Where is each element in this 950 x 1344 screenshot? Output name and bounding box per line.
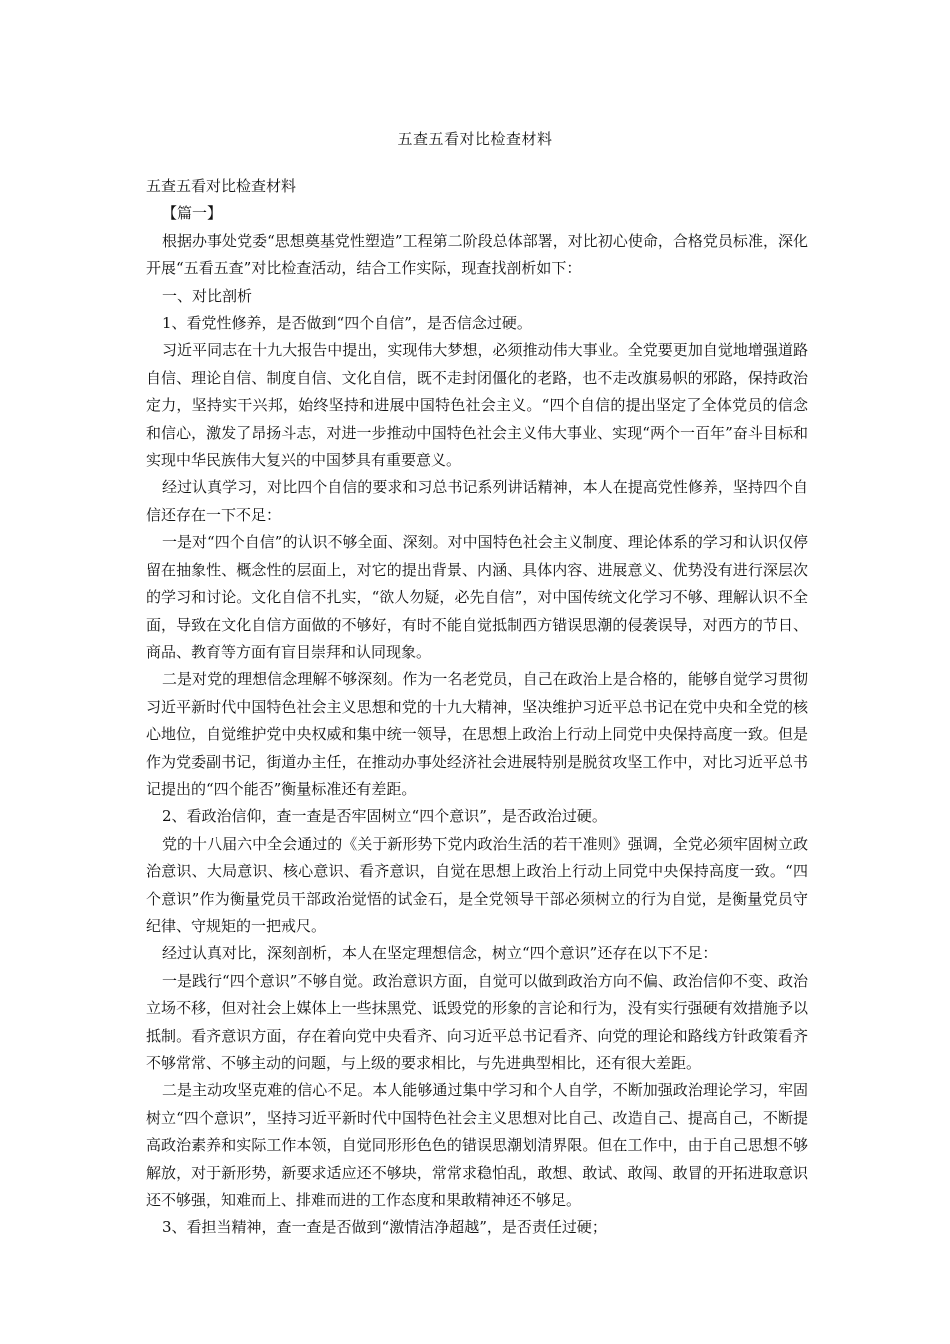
paragraph: 二是主动攻坚克难的信心不足。本人能够通过集中学习和个人自学，不断加强政治理论学习，牢固树立“四个意识”，坚持习近平新时代中国特色社会主义思想对比自己、改造自己、提高自己，不断提高政治素养和实际工作本领，自觉同形形色色的错误思潮划清界限。但在工作中，由于自己思想不够解放，对于新形势，新要求适应还不够块，常常求稳怕乱，敢想、敢试、敢闯、敢冒的开拓进取意识还不够强，知难而上、排难而进的工作态度和果敢精神还不够足。 xyxy=(146,1081,808,1210)
paragraph: 党的十八届六中全会通过的《关于新形势下党内政治生活的若干准则》强调，全党必须牢固树立政治意识、大局意识、核心意识、看齐意识，自觉在思想上政治上行动上同党中央保持高度一致。“四个意识”作为衡量党员干部政治觉悟的试金石，是全党领导干部必须树立的行为自觉，是衡量党员守纪律、守规矩的一把戒尺。 xyxy=(146,834,808,935)
paragraph: 一是对“四个自信”的认识不够全面、深刻。对中国特色社会主义制度、理论体系的学习和认识仅停留在抽象性、概念性的层面上，对它的提出背景、内涵、具体内容、进展意义、优势没有进行深层次的学习和讨论。文化自信不扎实，“欲人勿疑，必先自信”，对中国传统文化学习不够、理解认识不全面，导致在文化自信方面做的不够好，有时不能自觉抵制西方错误思潮的侵袭误导，对西方的节日、商品、教育等方面有盲目崇拜和认同现象。 xyxy=(146,533,808,661)
document-body xyxy=(146,173,808,1242)
item-heading: 2、看政治信仰，查一查是否牢固树立“四个意识”，是否政治过硬。 xyxy=(162,807,607,826)
paragraph: 一是践行“四个意识”不够自觉。政治意识方面，自觉可以做到政治方向不偏、政治信仰不变、政治立场不移，但对社会上媒体上一些抹黑党、诋毁党的形象的言论和行为，没有实行强硬有效措施予以抵制。看齐意识方面，存在着向党中央看齐、向习近平总书记看齐、向党的理论和路线方针政策看齐不够常常、不够主动的问题，与上级的要求相比，与先进典型相比，还有很大差距。 xyxy=(146,971,808,1072)
paragraph: 根据办事处党委“思想奠基党性塑造”工程第二阶段总体部署，对比初心使命，合格党员标准，深化开展“五看五查”对比检查活动，结合工作实际，现查找剖析如下： xyxy=(146,231,808,278)
paragraph: 经过认真学习，对比四个自信的要求和习总书记系列讲话精神，本人在提高党性修养，坚持四个自信还存在一下不足： xyxy=(146,478,808,524)
section-label: 【篇一】 xyxy=(162,204,223,223)
item-heading: 3、看担当精神，查一查是否做到“激情洁净超越”，是否责任过硬； xyxy=(162,1218,607,1237)
section-heading: 一、对比剖析 xyxy=(162,286,253,305)
document-title: 五查五看对比检查材料 xyxy=(397,130,553,148)
paragraph: 经过认真对比，深刻剖析，本人在坚定理想信念，树立“四个意识”还存在以下不足： xyxy=(162,944,718,963)
paragraph: 习近平同志在十九大报告中提出，实现伟大梦想，必须推动伟大事业。全党要更加自觉地增强道路自信、理论自信、制度自信、文化自信，既不走封闭僵化的老路，也不走改旗易帜的邪路，保持政治定力，坚持实干兴邦，始终坚持和进展中国特色社会主义。“四个自信的提出坚定了全体党员的信念和信心，激发了昂扬斗志，对进一步推动中国特色社会主义伟大事业、实现“两个一百年”奋斗目标和实现中华民族伟大复兴的中国梦具有重要意义。 xyxy=(146,341,808,470)
item-heading: 1、看党性修养，是否做到“四个自信”，是否信念过硬。 xyxy=(162,314,532,333)
document-subtitle: 五查五看对比检查材料 xyxy=(146,177,297,195)
paragraph: 二是对党的理想信念理解不够深刻。作为一名老党员，自己在政治上是合格的，能够自觉学习贯彻习近平新时代中国特色社会主义思想和党的十九大精神，坚决维护习近平总书记在党中央和全党的核心地位，自觉维护党中央权威和集中统一领导，在思想上政治上行动上同党中央保持高度一致。但是作为党委副书记，街道办主任，在推动办事处经济社会进展特别是脱贫攻坚工作中，对比习近平总书记提出的“四个能否”衡量标准还有差距。 xyxy=(146,670,808,798)
